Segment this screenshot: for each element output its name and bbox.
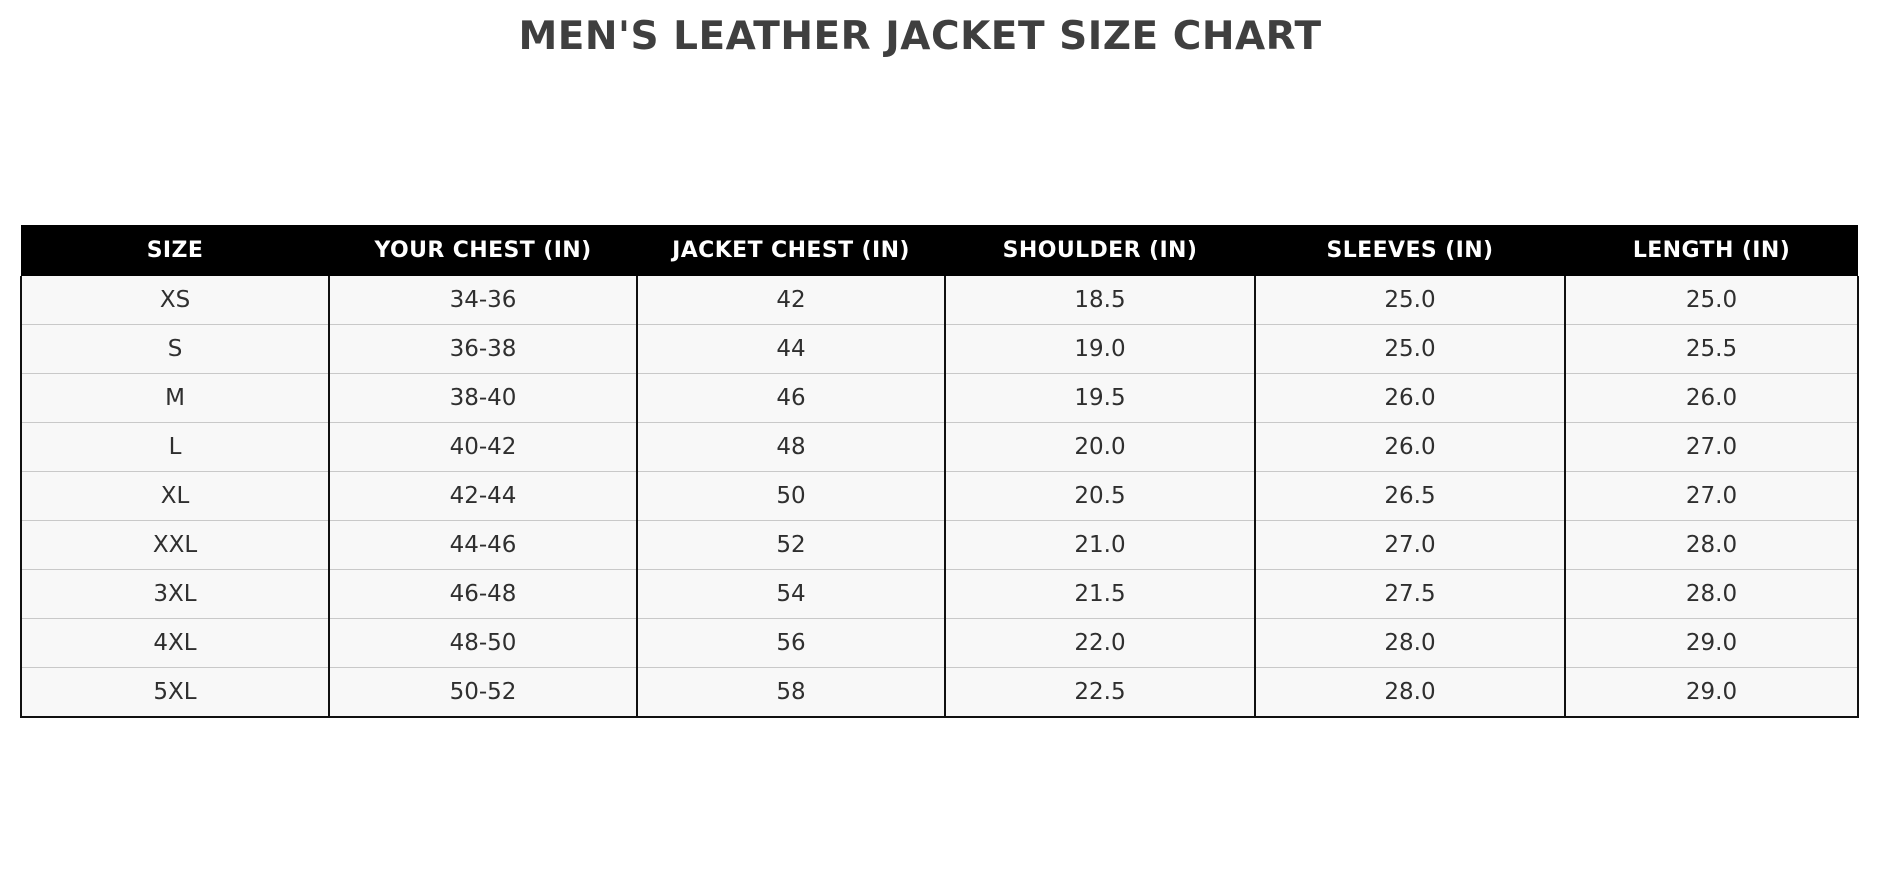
cell-shoulder: 20.0: [945, 423, 1255, 472]
cell-sleeves: 25.0: [1255, 276, 1565, 325]
cell-shoulder: 22.0: [945, 619, 1255, 668]
column-header-length: LENGTH (IN): [1565, 225, 1858, 276]
cell-length: 26.0: [1565, 374, 1858, 423]
cell-your-chest: 36-38: [329, 325, 637, 374]
cell-shoulder: 22.5: [945, 668, 1255, 718]
cell-size: 4XL: [21, 619, 329, 668]
cell-shoulder: 21.0: [945, 521, 1255, 570]
cell-size: M: [21, 374, 329, 423]
cell-length: 27.0: [1565, 423, 1858, 472]
column-header-your-chest: YOUR CHEST (IN): [329, 225, 637, 276]
cell-jacket-chest: 50: [637, 472, 945, 521]
cell-length: 29.0: [1565, 668, 1858, 718]
cell-length: 27.0: [1565, 472, 1858, 521]
page-title: MEN'S LEATHER JACKET SIZE CHART: [518, 14, 1322, 59]
cell-shoulder: 19.0: [945, 325, 1255, 374]
table-header: [21, 225, 1858, 276]
cell-size: S: [21, 325, 329, 374]
cell-your-chest: 40-42: [329, 423, 637, 472]
table-row: [21, 276, 1858, 325]
cell-shoulder: 21.5: [945, 570, 1255, 619]
cell-your-chest: 48-50: [329, 619, 637, 668]
cell-sleeves: 27.0: [1255, 521, 1565, 570]
table-row: [21, 374, 1858, 423]
cell-your-chest: 50-52: [329, 668, 637, 718]
column-header-sleeves: SLEEVES (IN): [1255, 225, 1565, 276]
cell-size: 3XL: [21, 570, 329, 619]
cell-shoulder: 19.5: [945, 374, 1255, 423]
cell-your-chest: 34-36: [329, 276, 637, 325]
cell-jacket-chest: 58: [637, 668, 945, 718]
size-chart-table: [20, 225, 1859, 718]
table-body: [21, 276, 1858, 717]
cell-length: 28.0: [1565, 570, 1858, 619]
table-row: [21, 570, 1858, 619]
table-row: [21, 423, 1858, 472]
column-header-size: SIZE: [21, 225, 329, 276]
cell-sleeves: 28.0: [1255, 619, 1565, 668]
cell-jacket-chest: 46: [637, 374, 945, 423]
cell-jacket-chest: 56: [637, 619, 945, 668]
cell-size: 5XL: [21, 668, 329, 718]
size-chart-table-container: [20, 225, 1857, 718]
cell-sleeves: 26.5: [1255, 472, 1565, 521]
column-header-shoulder: SHOULDER (IN): [945, 225, 1255, 276]
table-row: [21, 472, 1858, 521]
table-row: [21, 325, 1858, 374]
cell-shoulder: 18.5: [945, 276, 1255, 325]
cell-length: 28.0: [1565, 521, 1858, 570]
column-header-jacket-chest: JACKET CHEST (IN): [637, 225, 945, 276]
cell-length: 29.0: [1565, 619, 1858, 668]
cell-sleeves: 28.0: [1255, 668, 1565, 718]
cell-size: XS: [21, 276, 329, 325]
table-header-row: [21, 225, 1858, 276]
table-row: [21, 521, 1858, 570]
cell-your-chest: 44-46: [329, 521, 637, 570]
cell-size: L: [21, 423, 329, 472]
cell-size: XXL: [21, 521, 329, 570]
cell-sleeves: 25.0: [1255, 325, 1565, 374]
cell-jacket-chest: 48: [637, 423, 945, 472]
table-row: [21, 619, 1858, 668]
cell-your-chest: 38-40: [329, 374, 637, 423]
cell-sleeves: 27.5: [1255, 570, 1565, 619]
cell-length: 25.5: [1565, 325, 1858, 374]
cell-jacket-chest: 42: [637, 276, 945, 325]
cell-jacket-chest: 52: [637, 521, 945, 570]
cell-shoulder: 20.5: [945, 472, 1255, 521]
cell-sleeves: 26.0: [1255, 423, 1565, 472]
cell-jacket-chest: 54: [637, 570, 945, 619]
cell-jacket-chest: 44: [637, 325, 945, 374]
cell-length: 25.0: [1565, 276, 1858, 325]
cell-your-chest: 46-48: [329, 570, 637, 619]
table-row: [21, 668, 1858, 718]
cell-sleeves: 26.0: [1255, 374, 1565, 423]
cell-your-chest: 42-44: [329, 472, 637, 521]
cell-size: XL: [21, 472, 329, 521]
